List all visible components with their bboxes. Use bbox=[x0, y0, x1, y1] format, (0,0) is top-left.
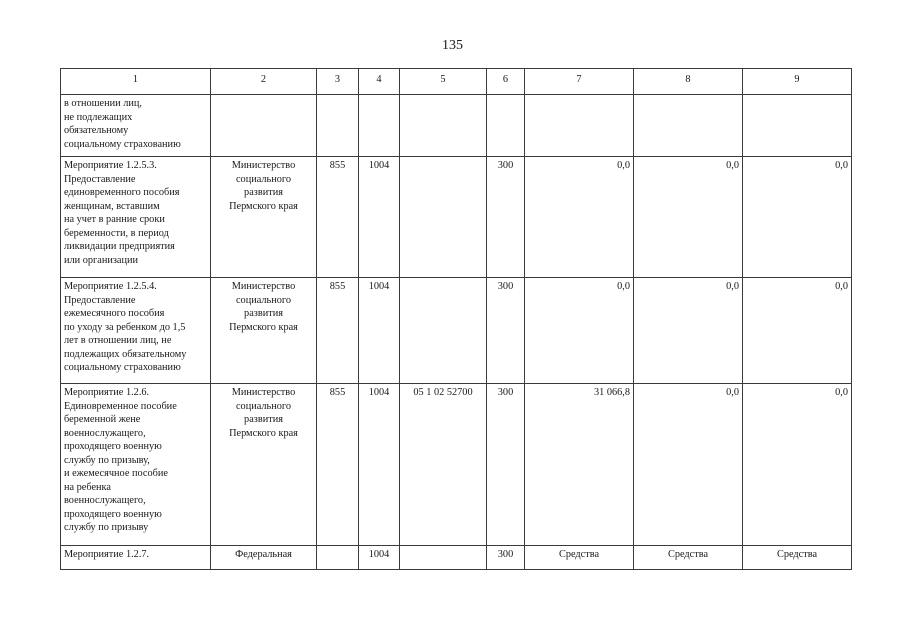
measure-description: Мероприятие 1.2.5.4. Предоставление ежемесячного пособия по уходу за ребенком до 1,5 лет в отношении лиц, не подлежащих обязательному социальному страхованию bbox=[61, 278, 211, 384]
amount-col-9: 0,0 bbox=[743, 278, 852, 384]
amount-col-8: 0,0 bbox=[634, 384, 743, 546]
measure-description: Мероприятие 1.2.5.3. Предоставление единовременного пособия женщинам, вставшим на учет в ранние сроки беременности, в период ликвидации предприятия или организации bbox=[61, 157, 211, 278]
code-grbs: 855 bbox=[317, 157, 359, 278]
measure-description: в отношении лиц, не подлежащих обязательному социальному страхованию bbox=[61, 95, 211, 157]
header-cell-5: 5 bbox=[400, 69, 487, 95]
code-section: 1004 bbox=[359, 157, 400, 278]
code-expense-type: 300 bbox=[487, 278, 525, 384]
header-cell-8: 8 bbox=[634, 69, 743, 95]
amount-col-9: 0,0 bbox=[743, 157, 852, 278]
responsible-executor: Министерство социального развития Пермского края bbox=[211, 278, 317, 384]
code-section: 1004 bbox=[359, 384, 400, 546]
code-expense-type bbox=[487, 95, 525, 157]
responsible-executor bbox=[211, 95, 317, 157]
header-cell-4: 4 bbox=[359, 69, 400, 95]
amount-col-7: Средства bbox=[525, 546, 634, 570]
table-row bbox=[61, 278, 852, 384]
code-section: 1004 bbox=[359, 278, 400, 384]
header-cell-2: 2 bbox=[211, 69, 317, 95]
amount-col-9 bbox=[743, 95, 852, 157]
table-header-row bbox=[61, 69, 852, 95]
header-cell-7: 7 bbox=[525, 69, 634, 95]
amount-col-9: 0,0 bbox=[743, 384, 852, 546]
amount-col-8: 0,0 bbox=[634, 278, 743, 384]
header-cell-6: 6 bbox=[487, 69, 525, 95]
code-grbs: 855 bbox=[317, 278, 359, 384]
amount-col-7: 31 066,8 bbox=[525, 384, 634, 546]
responsible-executor: Министерство социального развития Пермского края bbox=[211, 157, 317, 278]
code-expense-type: 300 bbox=[487, 546, 525, 570]
code-target-article: 05 1 02 52700 bbox=[400, 384, 487, 546]
responsible-executor: Федеральная bbox=[211, 546, 317, 570]
table-row bbox=[61, 95, 852, 157]
amount-col-7: 0,0 bbox=[525, 278, 634, 384]
table-row bbox=[61, 157, 852, 278]
code-target-article bbox=[400, 157, 487, 278]
code-target-article bbox=[400, 546, 487, 570]
amount-col-7: 0,0 bbox=[525, 157, 634, 278]
code-grbs bbox=[317, 95, 359, 157]
code-target-article bbox=[400, 278, 487, 384]
measure-description: Мероприятие 1.2.6. Единовременное пособие беременной жене военнослужащего, проходящего военную службу по призыву, и ежемесячное пособие на ребенка военнослужащего, проходящего военную службу по призыву bbox=[61, 384, 211, 546]
page-number: 135 bbox=[442, 38, 463, 53]
code-expense-type: 300 bbox=[487, 157, 525, 278]
header-cell-3: 3 bbox=[317, 69, 359, 95]
budget-table bbox=[60, 68, 852, 570]
code-expense-type: 300 bbox=[487, 384, 525, 546]
code-section: 1004 bbox=[359, 546, 400, 570]
code-grbs: 855 bbox=[317, 384, 359, 546]
code-section bbox=[359, 95, 400, 157]
code-target-article bbox=[400, 95, 487, 157]
amount-col-7 bbox=[525, 95, 634, 157]
amount-col-8: Средства bbox=[634, 546, 743, 570]
table-row bbox=[61, 384, 852, 546]
amount-col-8 bbox=[634, 95, 743, 157]
measure-description: Мероприятие 1.2.7. bbox=[61, 546, 211, 570]
responsible-executor: Министерство социального развития Пермского края bbox=[211, 384, 317, 546]
amount-col-9: Средства bbox=[743, 546, 852, 570]
code-grbs bbox=[317, 546, 359, 570]
header-cell-9: 9 bbox=[743, 69, 852, 95]
table-row bbox=[61, 546, 852, 570]
amount-col-8: 0,0 bbox=[634, 157, 743, 278]
header-cell-1: 1 bbox=[61, 69, 211, 95]
